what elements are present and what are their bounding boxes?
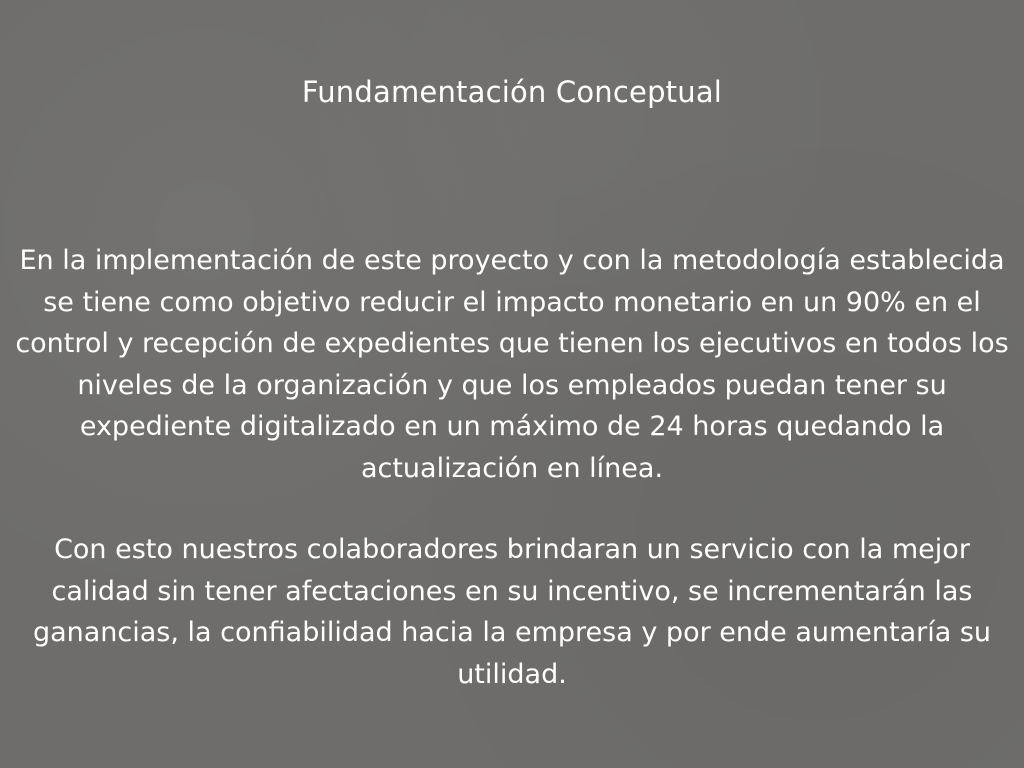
body-paragraph-2: Con esto nuestros colaboradores brindaran un servicio con la mejor calidad sin tener afectaciones en su incentivo, se incrementarán las ganancias, la confiabilidad hacia la empresa y por ende aumentaría su utilidad. [32, 534, 992, 690]
body-paragraph-1: En la implementación de este proyecto y con la metodología establecida se tiene como objetivo reducir el impacto monetario en un 90% en el control y recepción de expedientes que tienen los ejecutivos en todos los niveles de la organización y que los empleados puedan tener su expediente digitalizado en un máximo de 24 horas quedando la actualización en línea. [15, 245, 1009, 484]
slide-body [8, 240, 1016, 695]
slide-title: Fundamentación Conceptual [301, 75, 723, 109]
